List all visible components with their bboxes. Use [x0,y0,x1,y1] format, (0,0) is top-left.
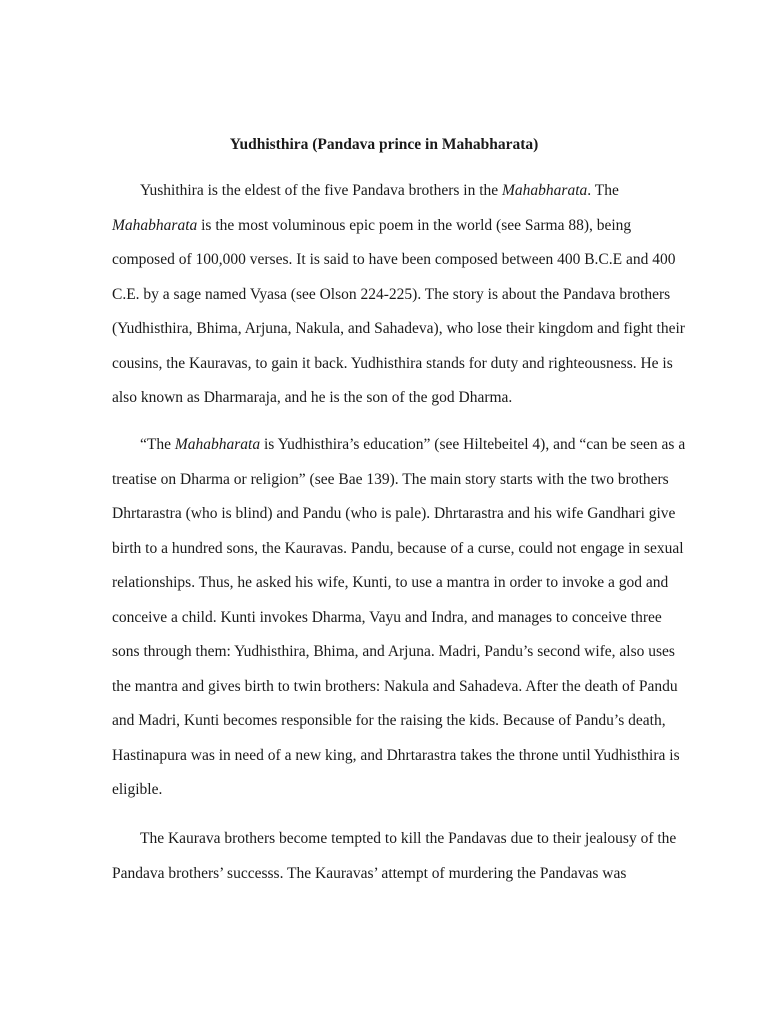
text-line [112,503,692,538]
text-line [112,641,692,676]
text-line [112,318,692,353]
text-segment: is the most voluminous epic poem in the world (see Sarma 88), being [197,216,632,234]
italic-title: Mahabharata [174,436,261,453]
text-line [112,779,692,814]
text-segment: sons through them: Yudhisthira, Bhima, and Arjuna. Madri, Pandu’s second wife, also uses [112,643,675,660]
document-title: Yudhisthira (Pandava prince in Mahabharata) [229,136,539,153]
text-segment: Pandava brothers’ successs. The Kauravas’ attempt of murdering the Pandavas was [112,864,627,882]
text-line [112,572,692,607]
text-line [112,676,692,711]
text-segment: composed of 100,000 verses. It is said to have been composed between 400 B.C.E and 400 [112,251,676,268]
paragraph-1 [112,180,692,422]
text-segment: . The [587,182,619,199]
text-segment: relationships. Thus, he asked his wife, Kunti, to use a mantra in order to invoke a god and [112,574,669,591]
text-segment: Yushithira is the eldest of the five Pandava brothers in the [140,182,503,199]
text-segment: (Yudhisthira, Bhima, Arjuna, Nakula, and Sahadeva), who lose their kingdom and fight their [112,320,685,337]
text-line [112,828,692,863]
text-line [112,284,692,319]
text-segment: the mantra and gives birth to twin brothers: Nakula and Sahadeva. After the death of Pandu [112,677,678,695]
text-segment: conceive a child. Kunti invokes Dharma, Vayu and Indra, and manages to conceive three [112,608,662,626]
text-line [112,180,692,215]
text-line [112,469,692,504]
text-line [112,710,692,745]
text-segment: cousins, the Kauravas, to gain it back. Yudhisthira stands for duty and righteousness. He is [112,354,673,372]
text-segment: “The [140,436,175,453]
paragraph-3 [112,828,692,897]
text-line [112,538,692,573]
text-segment: Hastinapura was in need of a new king, and Dhrtarastra takes the throne until Yudhisthira is [112,746,680,764]
text-line [112,387,692,422]
text-line [112,215,692,250]
italic-title: Mahabharata [112,216,198,234]
paragraph-2 [112,434,692,814]
text-line [112,863,692,898]
text-segment: C.E. by a sage named Vyasa (see Olson 224-225). The story is about the Pandava brothers [112,285,671,303]
text-segment: birth to a hundred sons, the Kauravas. Pandu, because of a curse, could not engage in sexual [112,539,684,557]
text-segment: Dhrtarastra (who is blind) and Pandu (who is pale). Dhrtarastra and his wife Gandhari give [112,505,676,522]
text-segment: also known as Dharmaraja, and he is the son of the god Dharma. [112,389,513,406]
text-segment: eligible. [112,781,163,798]
text-segment: is Yudhisthira’s education” (see Hiltebeitel 4), and “can be seen as a [260,436,686,453]
text-line [112,607,692,642]
text-segment: and Madri, Kunti becomes responsible for the raising the kids. Because of Pandu’s death, [112,712,666,729]
text-line [112,745,692,780]
text-line [112,353,692,388]
italic-title: Mahabharata [502,182,588,199]
text-line [112,249,692,284]
text-segment: The Kaurava brothers become tempted to kill the Pandavas due to their jealousy of the [140,830,677,847]
text-line [112,434,692,469]
text-segment: treatise on Dharma or religion” (see Bae 139). The main story starts with the two brothers [112,470,669,488]
